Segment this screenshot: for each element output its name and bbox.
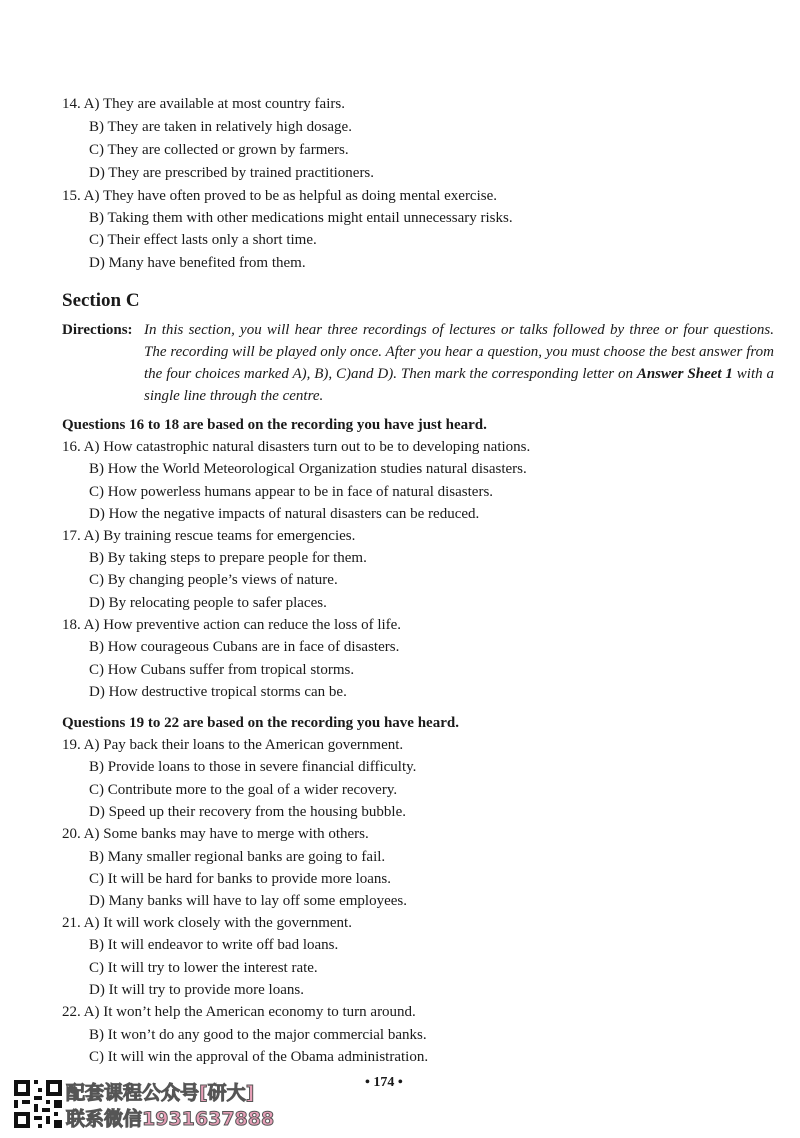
question-18-option-c: C) How Cubans suffer from tropical storms.: [89, 662, 355, 678]
question-16-option-d: D) How the negative impacts of natural disasters can be reduced.: [89, 506, 480, 522]
question-15-option-c: C) Their effect lasts only a short time.: [89, 232, 317, 248]
page-number: • 174 •: [365, 1075, 403, 1090]
section-title: Section C: [62, 290, 140, 311]
watermark-line-1: 配套课程公众号[研大]: [66, 1082, 255, 1104]
watermark-line-2: 联系微信1931637888: [66, 1108, 275, 1130]
question-20-option-b: B) Many smaller regional banks are going to fail.: [89, 849, 386, 865]
question-21-option-c: C) It will try to lower the interest rate.: [89, 960, 318, 976]
group-heading-16-18: Questions 16 to 18 are based on the recording you have just heard.: [62, 417, 487, 433]
qr-code-icon: [14, 1080, 62, 1128]
question-14-option-b: B) They are taken in relatively high dosage.: [89, 119, 352, 135]
question-22-option-c: C) It will win the approval of the Obama administration.: [89, 1049, 429, 1065]
question-17-option-a: 17. A) By training rescue teams for emergencies.: [62, 528, 356, 544]
question-20-option-d: D) Many banks will have to lay off some employees.: [89, 893, 407, 909]
question-17-option-b: B) By taking steps to prepare people for them.: [89, 550, 367, 566]
question-21-option-b: B) It will endeavor to write off bad loans.: [89, 937, 339, 953]
question-17-option-d: D) By relocating people to safer places.: [89, 595, 327, 611]
question-16-option-c: C) How powerless humans appear to be in face of natural disasters.: [89, 484, 494, 500]
question-14-option-c: C) They are collected or grown by farmers.: [89, 142, 349, 158]
question-20-option-c: C) It will be hard for banks to provide more loans.: [89, 871, 392, 887]
question-20-option-a: 20. A) Some banks may have to merge with others.: [62, 826, 369, 842]
question-17-option-c: C) By changing people’s views of nature.: [89, 572, 338, 588]
group-heading-19-22: Questions 19 to 22 are based on the recording you have heard.: [62, 715, 459, 731]
question-22-option-a: 22. A) It won’t help the American economy to turn around.: [62, 1004, 416, 1020]
question-21-option-a: 21. A) It will work closely with the government.: [62, 915, 352, 931]
directions-text: [144, 319, 774, 407]
question-18-option-d: D) How destructive tropical storms can be.: [89, 684, 347, 700]
question-22-option-b: B) It won’t do any good to the major commercial banks.: [89, 1027, 427, 1043]
question-19-option-b: B) Provide loans to those in severe financial difficulty.: [89, 759, 417, 775]
directions-label: Directions:: [62, 322, 133, 338]
question-16-option-b: B) How the World Meteorological Organization studies natural disasters.: [89, 461, 527, 477]
directions-block: [62, 319, 774, 407]
question-15-option-d: D) Many have benefited from them.: [89, 255, 306, 271]
question-19-option-d: D) Speed up their recovery from the housing bubble.: [89, 804, 406, 820]
question-18-option-b: B) How courageous Cubans are in face of disasters.: [89, 639, 400, 655]
question-16-option-a: 16. A) How catastrophic natural disasters turn out to be to developing nations.: [62, 439, 531, 455]
question-15-option-a: 15. A) They have often proved to be as helpful as doing mental exercise.: [62, 188, 498, 204]
question-14-option-a: 14. A) They are available at most country fairs.: [62, 96, 345, 112]
question-14-option-d: D) They are prescribed by trained practitioners.: [89, 165, 375, 181]
directions-text-part-2: with a single line through the centre.: [144, 366, 774, 404]
directions-text-part-1: In this section, you will hear three recordings of lectures or talks followed by three or four questions. The recording will be played only once. After you hear a question, you must choose the best answer from the four choices marked A), B), C)and D). Then mark the corresponding letter on: [144, 322, 774, 382]
question-18-option-a: 18. A) How preventive action can reduce the loss of life.: [62, 617, 402, 633]
question-19-option-a: 19. A) Pay back their loans to the American government.: [62, 737, 404, 753]
question-19-option-c: C) Contribute more to the goal of a wider recovery.: [89, 782, 398, 798]
question-15-option-b: B) Taking them with other medications might entail unnecessary risks.: [89, 210, 513, 226]
answer-sheet-reference: Answer Sheet 1: [636, 366, 733, 382]
question-21-option-d: D) It will try to provide more loans.: [89, 982, 304, 998]
